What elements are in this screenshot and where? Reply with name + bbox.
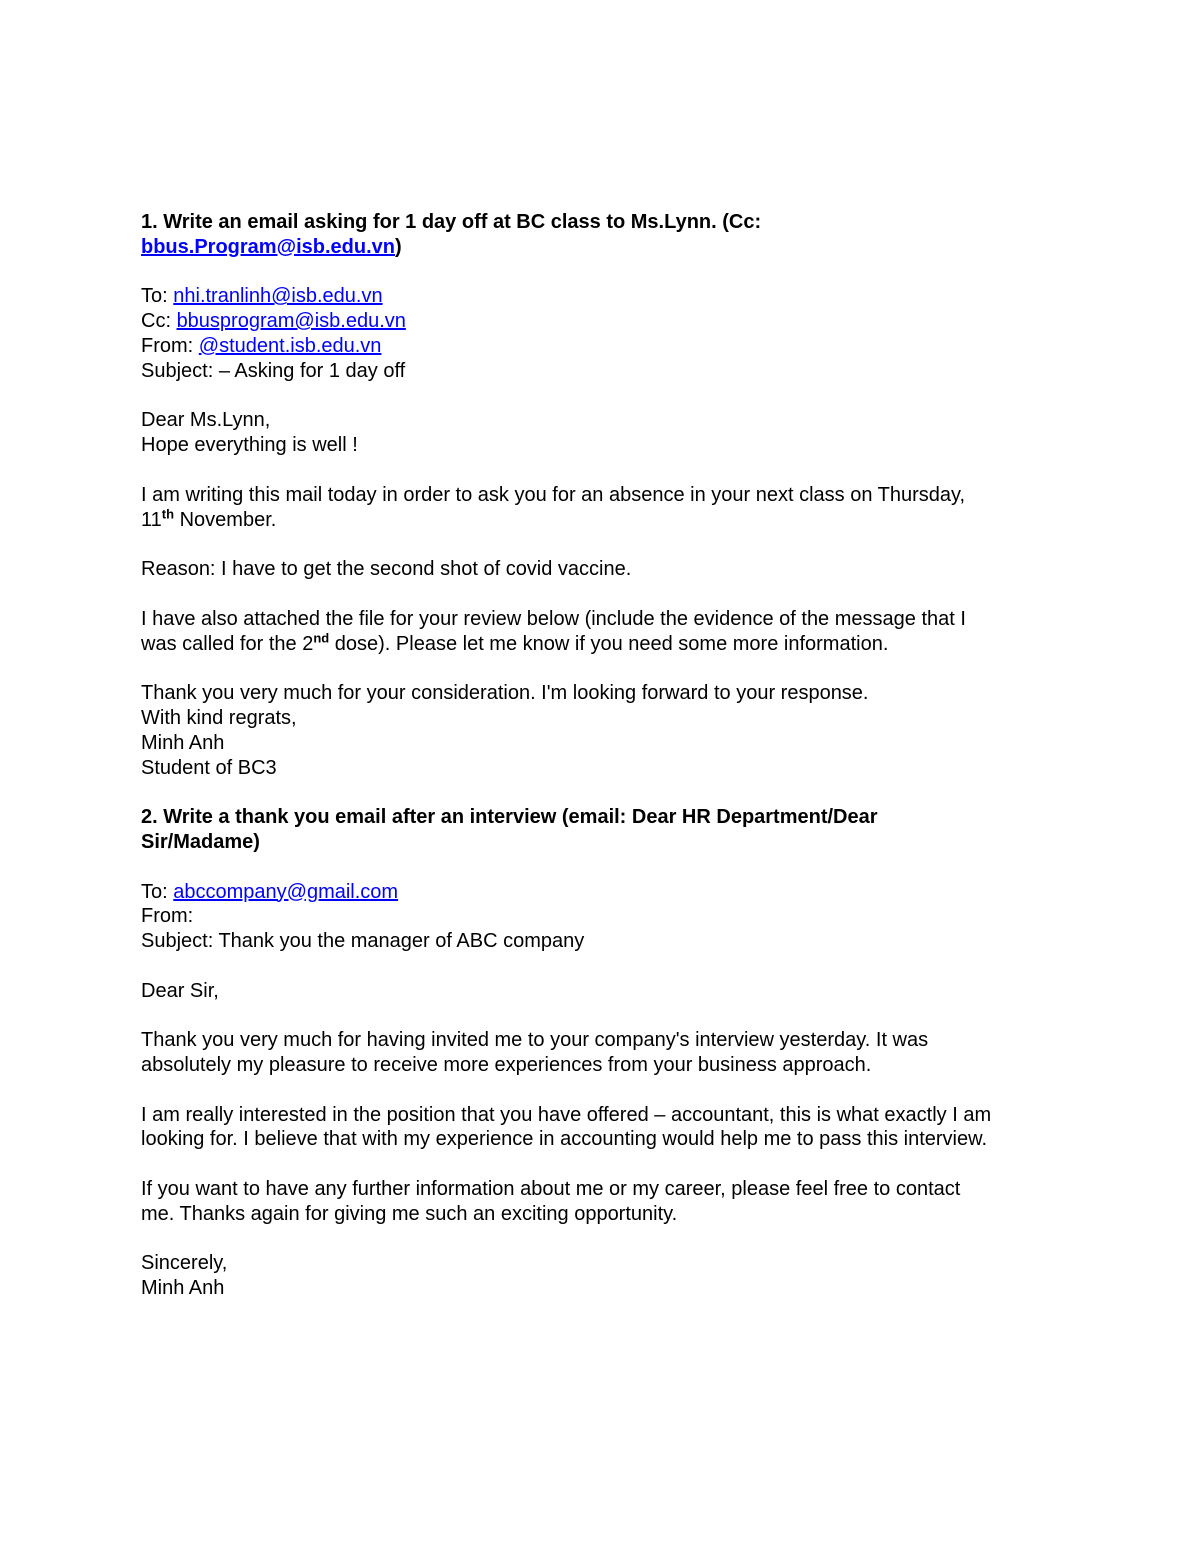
document-page <box>141 210 1081 1301</box>
email1-heading-cc-link[interactable]: bbus.Program@isb.edu.vn <box>141 235 395 258</box>
email2-para3-line2: me. Thanks again for giving me such an exciting opportunity. <box>141 1202 678 1225</box>
email1-para2-line2 <box>141 629 1081 657</box>
email2-subject: Subject: Thank you the manager of ABC company <box>141 930 585 953</box>
email1-para1-sup: th <box>161 505 175 521</box>
email1-heading: 1. Write an email asking for 1 day off at BC class to Ms.Lynn. (Cc: <box>141 211 762 233</box>
email2-to-link[interactable]: abccompany@gmail.com <box>173 880 399 903</box>
email1-heading-close: ) <box>394 235 402 258</box>
email1-to-label: To: <box>141 285 174 308</box>
email1-para1-day: 11 <box>141 508 162 531</box>
email1-cc-label: Cc: <box>141 310 177 333</box>
email1-cc-link[interactable]: bbusprogram@isb.edu.vn <box>176 310 406 333</box>
email2-heading-line2: Sir/Madame) <box>141 830 260 853</box>
email1-subject: Subject: – Asking for 1 day off <box>141 359 406 382</box>
email1-greeting: Dear Ms.Lynn, <box>141 409 271 432</box>
email1-reason: Reason: I have to get the second shot of covid vaccine. <box>141 558 632 581</box>
email1-para2-sup: nd <box>313 629 330 645</box>
email2-to-label: To: <box>141 880 174 903</box>
email2-para1-line1: Thank you very much for having invited me to your company's interview yesterday. It was <box>141 1029 929 1052</box>
email1-from-link[interactable]: @student.isb.edu.vn <box>198 334 382 357</box>
email1-para2-line1: I have also attached the file for your review below (include the evidence of the message that I <box>141 607 966 630</box>
email1-to-link[interactable]: nhi.tranlinh@isb.edu.vn <box>173 285 383 308</box>
email1-cc-line <box>141 309 1081 334</box>
email1-para1-line2 <box>141 505 1081 533</box>
email1-signature-name: Minh Anh <box>141 731 225 754</box>
email2-heading-line1: 2. Write a thank you email after an interview (email: Dear HR Department/Dear <box>141 806 878 829</box>
email1-closing: With kind regrats, <box>141 706 297 729</box>
email2-greeting: Dear Sir, <box>141 979 219 1002</box>
email1-thanks: Thank you very much for your consideration. I'm looking forward to your response. <box>141 682 869 705</box>
email2-para2-line1: I am really interested in the position that you have offered – accountant, this is what exactly I am <box>141 1103 992 1126</box>
email1-hope: Hope everything is well ! <box>141 434 358 457</box>
email2-from-line: From: <box>141 905 194 928</box>
email2-signature-name: Minh Anh <box>141 1277 225 1300</box>
email1-para1-line1: I am writing this mail today in order to ask you for an absence in your next class on Thursday, <box>141 483 966 506</box>
email1-from-label: From: <box>141 334 199 357</box>
email2-para2-line2: looking for. I believe that with my experience in accounting would help me to pass this interview. <box>141 1128 988 1151</box>
email2-to-line <box>141 880 1081 905</box>
email1-para2-b: was called for the 2 <box>141 632 314 655</box>
email2-closing: Sincerely, <box>141 1252 228 1275</box>
email2-para3-line1: If you want to have any further information about me or my career, please feel free to contact <box>141 1178 961 1201</box>
email1-para2-c: dose). Please let me know if you need some more information. <box>329 632 889 655</box>
email1-from-line <box>141 334 1081 359</box>
email1-signature-role: Student of BC3 <box>141 756 277 779</box>
email1-heading-cc-line <box>141 235 1081 260</box>
email1-para1-month: November. <box>174 508 277 531</box>
email2-para1-line2: absolutely my pleasure to receive more experiences from your business approach. <box>141 1054 872 1077</box>
email1-to-line <box>141 284 1081 309</box>
